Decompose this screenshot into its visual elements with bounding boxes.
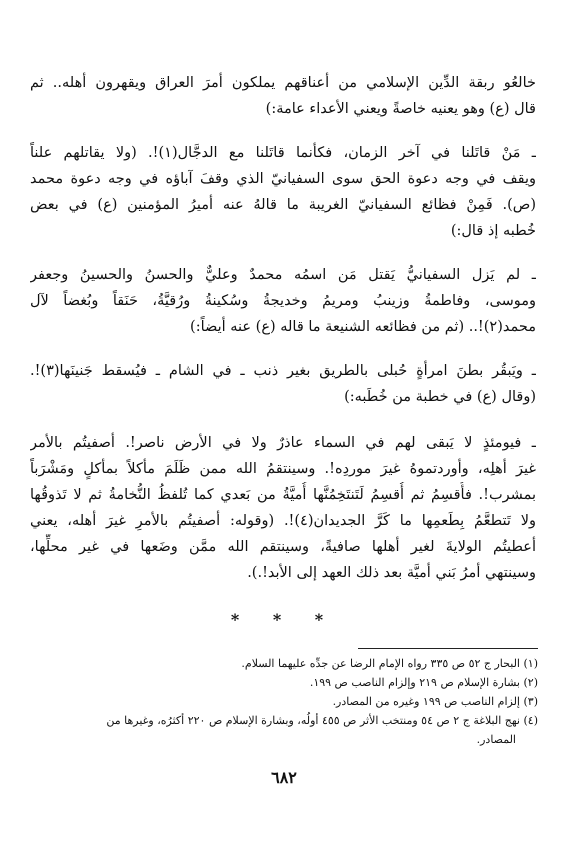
text-line: بمشرب!. فأُقسِمُ ثم أُقسِمُ لَتَنتَخِمُنَّها أُميَّةُ من بَعدي كما تُلفظُ النُّخامةُ ثم لا تَذوقُها <box>30 487 536 503</box>
text-line: (وقال (ع) في خطبة من خُطَبه:) <box>344 389 536 405</box>
text-line: ـ لم يَزل السفيانيُّ يَقتل مَن اسمُه محمدٌ وعليٌّ والحسنُ والحسينُ وجعفر <box>30 267 536 283</box>
text-line: قال (ع) وهو يعنيه خاصةً ويعني الأعداء عامة:) <box>265 101 536 117</box>
text-line: ولا تَتطعَّمُ بِطَعمِها ما كَرَّ الجديدان(٤)!. (وقوله: أصفيتُم بالأمرِ غيرَ أهله، يعني <box>30 513 536 529</box>
text-line: ويقف في وجه دعوة الحق سوى السفيانيّ الذي وقفَ آباؤه في وجه دعوة محمد <box>30 171 536 187</box>
footnotes <box>30 654 538 749</box>
page-number: ٦٨٢ <box>271 768 297 787</box>
footnote: (٣) إلزام الناصب ص ١٩٩ وغيره من المصادر. <box>332 695 538 708</box>
text-line: أعطيتُم الولايةَ لغير أهلها صافيةً، وسينتقم الله ممَّن وضَعها في غير محلِّها، <box>30 539 536 555</box>
text-line: غيرَ أهلِه، وأوردتموهُ غيرَ موردِه!. وسينتقمُ الله ممن ظَلَمَ مأكلاً بمأكلٍ ومَشْرَباً <box>30 461 536 477</box>
text-line: محمد(٢)!.. (ثم من فظائعه الشنيعة ما قاله (ع) عنه أيضاً:) <box>190 319 536 335</box>
text-line: ـ فيومئذٍ لا يَبقى لهم في السماء عاذرٌ ولا في الأرض ناصر!. أصفيتُم بالأمر <box>30 435 536 451</box>
footnote-rule <box>358 648 538 649</box>
footnote: (٤) نهج البلاغة ج ٢ ص ٥٤ ومنتخب الأثر ص ٤٥٥ أولُه، وبشارة الإسلام ص ٢٢٠ أكثرُه، وغيرها من <box>106 714 538 727</box>
text-line: ـ ويَبقُر بطنَ امرأةٍ حُبلى بالطريق بغير ذنب ـ في الشام ـ فيُسقط جَنينَها(٣)!. <box>30 363 536 379</box>
paragraph-3 <box>30 262 536 340</box>
footnote-continuation: المصادر. <box>476 733 516 746</box>
text-line: خالعُو ربقة الدِّين الإسلامي من أعناقهم يملكون أمرَ العراق ويقهرون أهله.. ثم <box>30 75 536 91</box>
paragraph-2 <box>30 140 536 244</box>
text-line: (ص). فَمِنْ فظائع السفيانيّ الغريبة ما قالهُ عنه أميرُ المؤمنين (ع) في بعض <box>30 197 536 213</box>
paragraph-4 <box>30 358 536 410</box>
footnote: (٢) بشارة الإسلام ص ٢١٩ وإلزام الناصب ص ١٩٩. <box>309 676 538 689</box>
text-line: ـ مَنْ قاتَلنا في آخر الزمان، فكأنما قاتَلنا مع الدجَّال(١)!. (ولا يقاتلهم علناً <box>30 145 536 161</box>
footnote: (١) البحار ج ٥٢ ص ٣٣٥ رواه الإمام الرضا عن جدِّه عليهما السلام. <box>241 657 538 670</box>
text-line: خُطبه إذ قال:) <box>450 223 536 239</box>
text-line: وموسى، وفاطمةُ وزينبُ ومريمُ وخديجةُ وسُكينةُ ورُقيَّةُ، حَنَقاً وبُغضاً لآل <box>30 293 536 309</box>
paragraph-5 <box>30 430 536 586</box>
text-line: وسينتهي أمرُ بَني أميَّة بعد ذلك العهد إلى الأبد!.). <box>247 565 536 581</box>
paragraph-1 <box>30 70 536 122</box>
section-separator: * * * <box>230 610 338 629</box>
